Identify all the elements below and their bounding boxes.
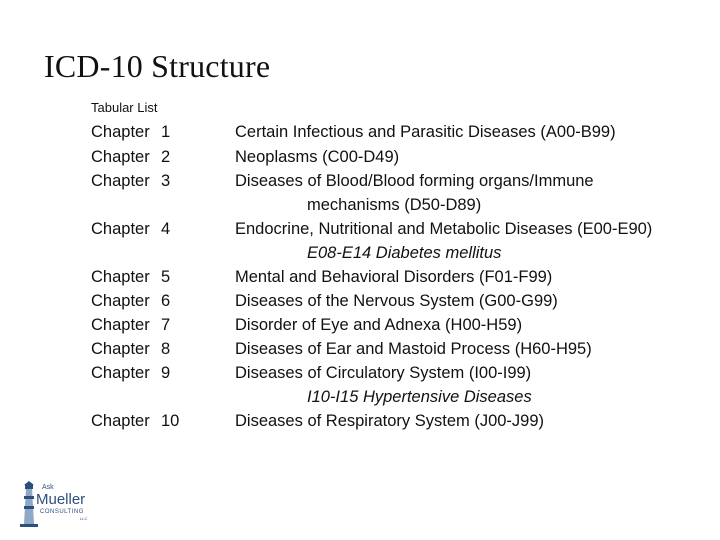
chapter-description: Certain Infectious and Parasitic Diseases (A00-B99): [235, 123, 616, 141]
chapter-number: 4: [161, 220, 171, 238]
chapter-number: 3: [161, 172, 171, 190]
chapter-row: [0, 338, 720, 360]
chapter-description: Mental and Behavioral Disorders (F01-F99): [235, 268, 553, 286]
chapter-row: [0, 410, 720, 432]
chapter-row: [0, 218, 720, 240]
chapter-subrange: [0, 242, 720, 264]
chapter-label: Chapter: [91, 412, 150, 430]
chapter-number: 6: [161, 292, 171, 310]
chapter-description: Disorder of Eye and Adnexa (H00-H59): [235, 316, 523, 334]
chapter-label: Chapter: [91, 364, 150, 382]
chapter-label: Chapter: [91, 316, 150, 334]
chapter-number: 2: [161, 148, 171, 166]
chapter-number: 1: [161, 123, 171, 141]
chapter-number: 7: [161, 316, 171, 334]
chapter-row: [0, 314, 720, 336]
chapter-row: [0, 146, 720, 168]
chapter-row: [0, 362, 720, 384]
chapter-description: Endocrine, Nutritional and Metabolic Diseases (E00-E90): [235, 220, 653, 238]
logo-consulting-text: CONSULTING: [40, 509, 84, 515]
chapter-row: [0, 266, 720, 288]
chapter-label: Chapter: [91, 340, 150, 358]
chapter-label: Chapter: [91, 220, 150, 238]
chapter-number: 9: [161, 364, 171, 382]
slide-title: ICD-10 Structure: [44, 48, 271, 84]
chapter-number: 5: [161, 268, 171, 286]
chapter-description: Diseases of Circulatory System (I00-I99): [235, 364, 532, 382]
logo-name-text: Mueller: [36, 491, 86, 508]
logo-llc-text: LLC: [80, 516, 88, 521]
chapter-description-continued: mechanisms (D50-D89): [307, 196, 482, 214]
chapter-label: Chapter: [91, 268, 150, 286]
company-logo: [14, 480, 94, 530]
chapter-continuation: [0, 194, 720, 216]
chapter-row: [0, 121, 720, 143]
slide-subtitle: Tabular List: [91, 100, 158, 115]
logo-ask-text: Ask: [42, 484, 54, 491]
chapter-description: Diseases of the Nervous System (G00-G99): [235, 292, 558, 310]
chapter-label: Chapter: [91, 292, 150, 310]
chapter-label: Chapter: [91, 148, 150, 166]
chapter-description: Diseases of Respiratory System (J00-J99): [235, 412, 545, 430]
chapter-subrange-text: I10-I15 Hypertensive Diseases: [307, 388, 532, 406]
chapter-subrange: [0, 386, 720, 408]
chapter-number: 8: [161, 340, 171, 358]
chapter-row: [0, 170, 720, 192]
chapter-description: Neoplasms (C00-D49): [235, 148, 400, 166]
chapter-description: Diseases of Ear and Mastoid Process (H60-H95): [235, 340, 592, 358]
chapter-row: [0, 290, 720, 312]
chapter-number: 10: [161, 412, 180, 430]
chapter-label: Chapter: [91, 172, 150, 190]
chapter-label: Chapter: [91, 123, 150, 141]
chapter-description: Diseases of Blood/Blood forming organs/Immune: [235, 172, 594, 190]
chapter-subrange-text: E08-E14 Diabetes mellitus: [307, 244, 502, 262]
